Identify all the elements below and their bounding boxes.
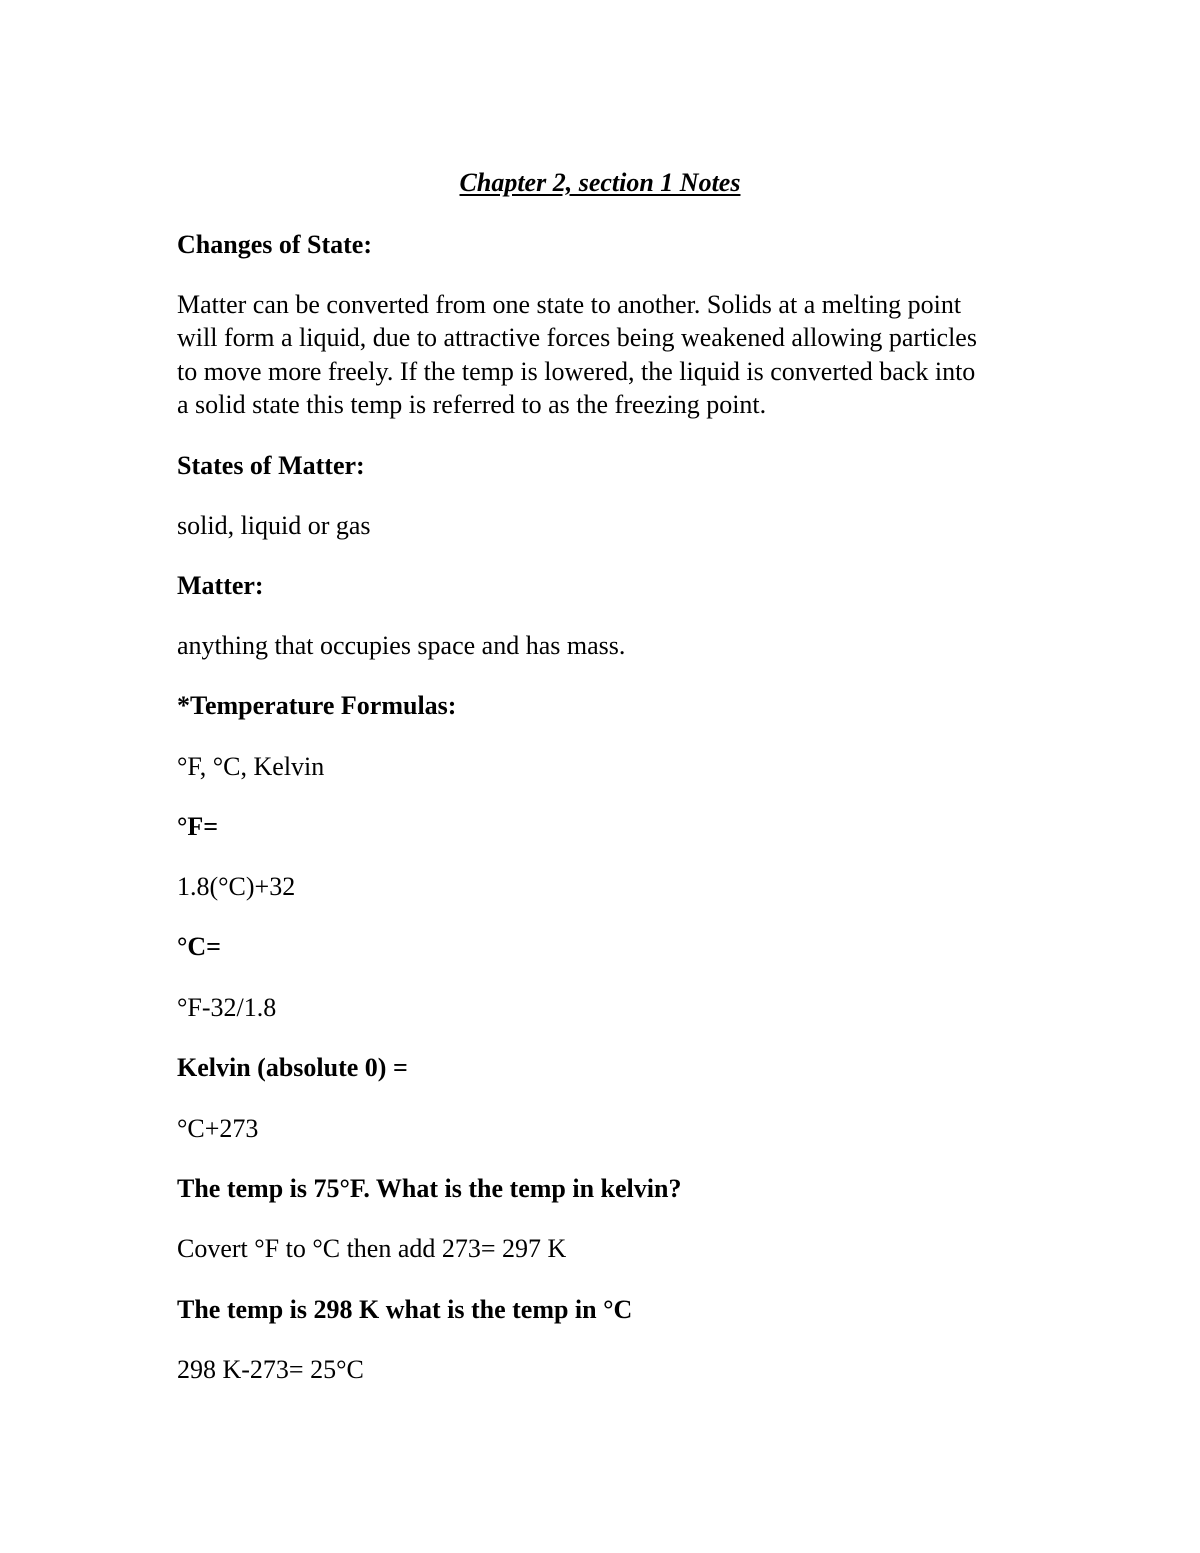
heading-changes-of-state: Changes of State: [177,230,372,259]
heading-question-1: The temp is 75°F. What is the temp in kelvin? [177,1174,682,1203]
heading-temperature-formulas: *Temperature Formulas: [177,691,457,720]
paragraph-line: Matter can be converted from one state to another. Solids at a melting point [177,290,962,319]
document-title: Chapter 2, section 1 Notes [459,168,741,197]
body-matter: anything that occupies space and has mass. [177,631,626,660]
body-answer-2: 298 K-273= 25°C [177,1355,364,1384]
heading-matter: Matter: [177,571,264,600]
paragraph-changes-of-state [177,288,1037,421]
body-fahrenheit-formula: 1.8(°C)+32 [177,872,296,901]
heading-celsius-formula: °C= [177,932,221,961]
body-states-of-matter: solid, liquid or gas [177,511,371,540]
body-answer-1: Covert °F to °C then add 273= 297 K [177,1234,567,1263]
body-celsius-formula: °F-32/1.8 [177,993,277,1022]
body-kelvin-formula: °C+273 [177,1114,259,1143]
heading-states-of-matter: States of Matter: [177,451,365,480]
body-temperature-units: °F, °C, Kelvin [177,752,325,781]
paragraph-line: to move more freely. If the temp is lowered, the liquid is converted back into [177,356,976,386]
heading-fahrenheit-formula: °F= [177,812,219,841]
paragraph-line: will form a liquid, due to attractive forces being weakened allowing particles [177,323,977,353]
heading-kelvin-formula: Kelvin (absolute 0) = [177,1053,408,1082]
paragraph-line: a solid state this temp is referred to as the freezing point. [177,389,767,419]
heading-question-2: The temp is 298 K what is the temp in °C [177,1295,633,1324]
